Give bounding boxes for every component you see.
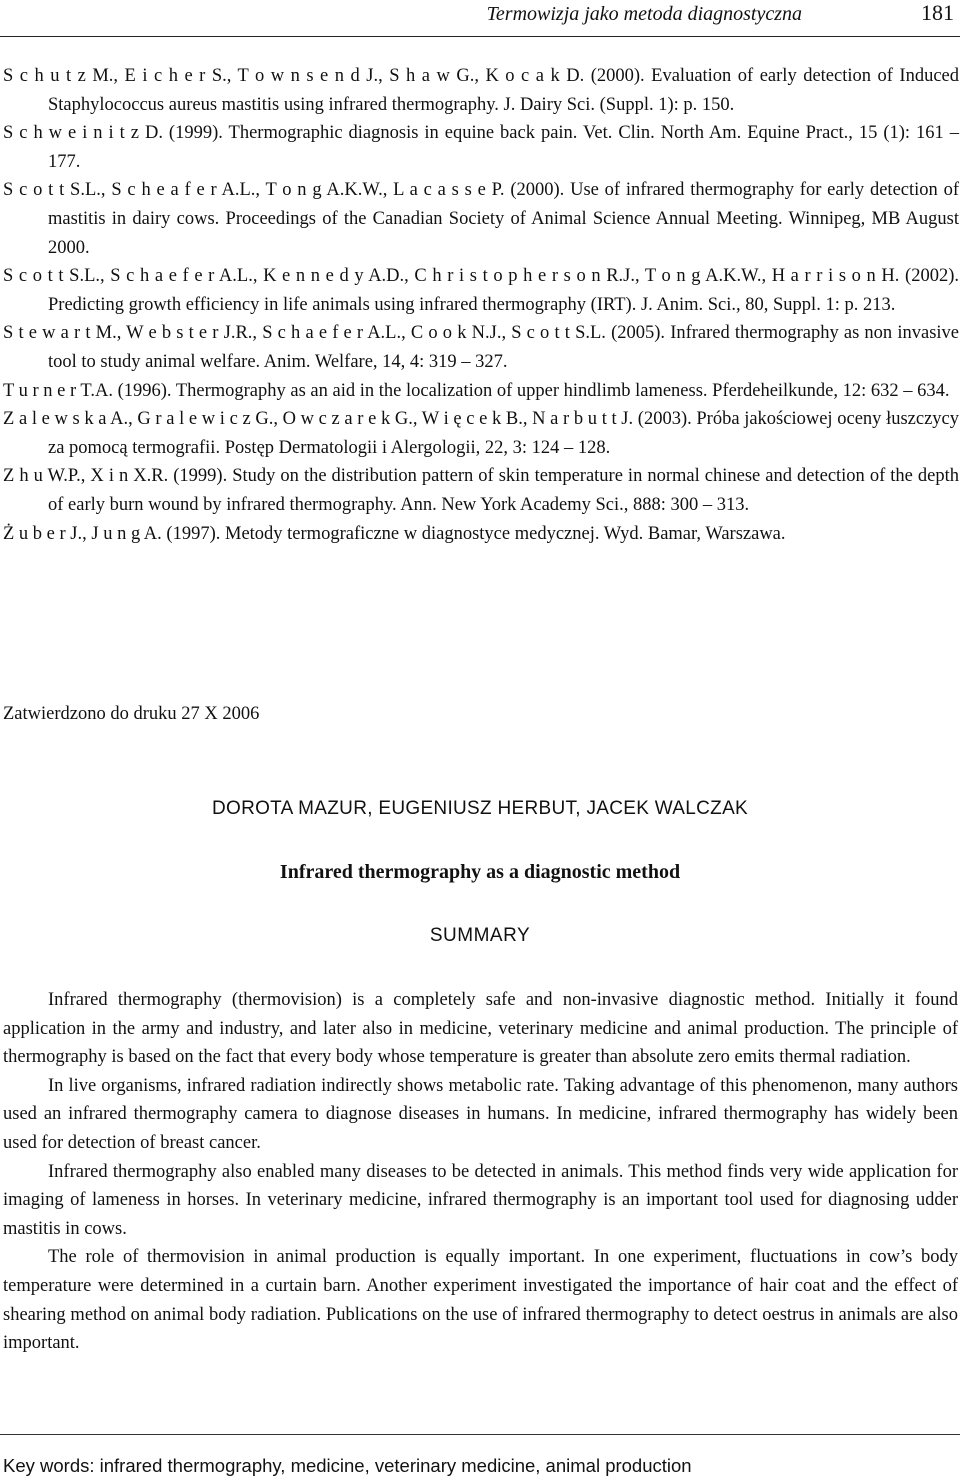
reference-item: [3, 62, 959, 119]
reference-authors: T u r n e r T.A.: [3, 380, 113, 401]
reference-item: [3, 119, 959, 176]
summary-paragraph: Infrared thermography also enabled many diseases to be detected in animals. This method finds very wide application for imaging of lameness in horses. In veterinary medicine, infrared thermography is an important tool used for diagnosing udder mastitis in cows.: [3, 1161, 958, 1239]
keywords: Key words: infrared thermography, medicine, veterinary medicine, animal production: [3, 1455, 692, 1476]
reference-list: [3, 62, 959, 548]
header-rule: [0, 36, 960, 37]
reference-item: [3, 462, 959, 519]
running-title: Termowizja jako metoda diagnostyczna: [486, 3, 802, 25]
reference-text: (1997). Metody termograficzne w diagnostyce medycznej. Wyd. Bamar, Warszawa.: [161, 523, 786, 544]
reference-authors: Ż u b e r J., J u n g A.: [3, 523, 162, 544]
reference-authors: Z h u W.P., X i n X.R.: [3, 466, 169, 487]
reference-authors: S c h w e i n i t z D.: [3, 123, 163, 144]
reference-item: [3, 319, 959, 376]
reference-item: [3, 377, 959, 406]
reference-authors: S c o t t S.L., S c h a e f e r A.L., K e n n e d y A.D., C h r i s t o p h e r s o n R.J., T o n g A.K.W., H a r r i s o n H.: [3, 266, 900, 287]
summary-heading: SUMMARY: [429, 925, 531, 946]
summary-paragraph: Infrared thermography (thermovision) is a completely safe and non-invasive diagnostic method. Initially it found application in the army and industry, and later also in medicine, veterinary medicine and animal production. The principle of thermography is based on the fact that every body whose temperature is greater than absolute zero emits thermal radiation.: [3, 990, 958, 1068]
reference-authors: S t e w a r t M., W e b s t e r J.R., S c h a e f e r A.L., C o o k N.J., S c o t t S.L.: [3, 323, 606, 344]
summary-paragraph: The role of thermovision in animal production is equally important. In one experiment, fluctuations in cow’s body temperature were determined in a curtain barn. Another experiment investigated the importance of hair coat and the effect of shearing method on animal body radiation. Publications on the use of infrared thermography to detect oestrus in animals are also important.: [3, 1247, 958, 1354]
reference-item: [3, 520, 959, 549]
reference-text: (2002). Predicting growth efficiency in life animals using infrared thermography (IRT). J. Anim. Sci., 80, Suppl. 1: p. 213.: [48, 266, 959, 315]
reference-text: (2003). Próba jakościowej oceny łuszczycy za pomocą termografii. Postęp Dermatologii i Alergologii, 22, 3: 124 – 128.: [48, 409, 959, 458]
page-number: 181: [921, 0, 954, 25]
article-authors: DOROTA MAZUR, EUGENIUSZ HERBUT, JACEK WALCZAK: [211, 798, 749, 819]
article-title: Infrared thermography as a diagnostic method: [279, 861, 681, 883]
summary-paragraph: In live organisms, infrared radiation indirectly shows metabolic rate. Taking advantage of this phenomenon, many authors used an infrared thermography camera to diagnose diseases in humans. In medicine, infrared thermography has widely been used for detection of breast cancer.: [3, 1075, 958, 1153]
reference-authors: Z a l e w s k a A., G r a l e w i c z G., O w c z a r e k G., W i ę c e k B., N a r b u t t J.: [3, 409, 634, 430]
page-header: [0, 0, 960, 30]
reference-item: [3, 176, 959, 262]
reference-text: (2000). Evaluation of early detection of Induced Staphylococcus aureus mastitis using infrared thermography. J. Dairy Sci. (Suppl. 1): p. 150.: [48, 66, 959, 115]
reference-text: (1999). Thermographic diagnosis in equine back pain. Vet. Clin. North Am. Equine Pract., 15 (1): 161 – 177.: [48, 123, 960, 172]
reference-authors: S c h u t z M., E i c h e r S., T o w n s e n d J., S h a w G., K o c a k D.: [3, 66, 585, 86]
reference-authors: S c o t t S.L., S c h e a f e r A.L., T o n g A.K.W., L a c a s s e P.: [3, 180, 505, 201]
footnote-rule: [0, 1434, 960, 1435]
reference-text: (1999). Study on the distribution pattern of skin temperature in normal chinese and detection of the depth of early burn wound by infrared thermography. Ann. New York Academy Sci., 888: 300 – 313.: [48, 466, 959, 515]
reference-text: (2005). Infrared thermography as non invasive tool to study animal welfare. Anim. Welfare, 14, 4: 319 – 327.: [48, 323, 959, 372]
approval-note: Zatwierdzono do druku 27 X 2006: [3, 704, 260, 724]
reference-text: (1996). Thermography as an aid in the localization of upper hindlimb lameness. Pferdeheilkunde, 12: 632 – 634.: [112, 380, 950, 401]
summary-body: [3, 986, 958, 1358]
reference-item: [3, 405, 959, 462]
reference-item: [3, 262, 959, 319]
reference-text: (2000). Use of infrared thermography for early detection of mastitis in dairy cows. Proceedings of the Canadian Society of Animal Science Annual Meeting. Winnipeg, MB August 2000.: [48, 180, 959, 258]
